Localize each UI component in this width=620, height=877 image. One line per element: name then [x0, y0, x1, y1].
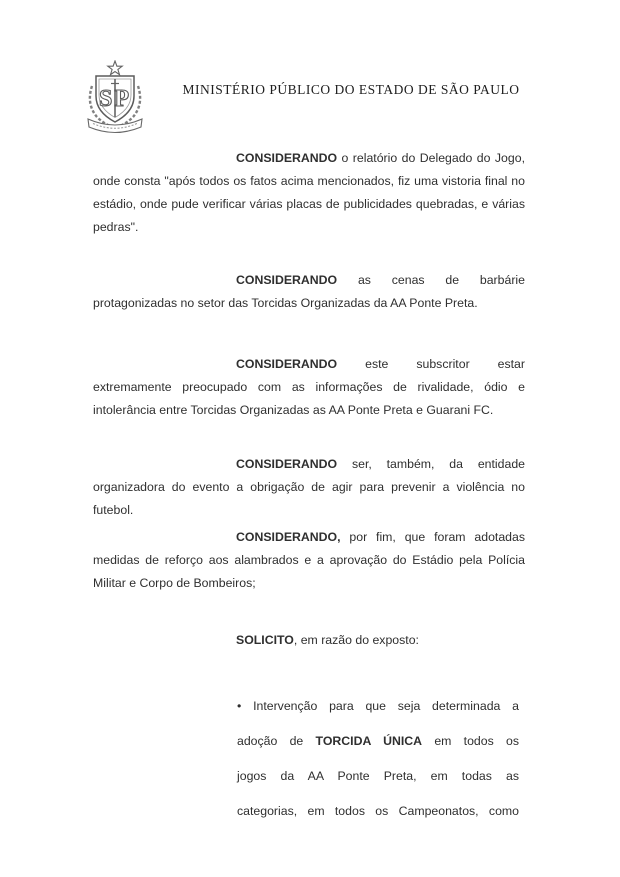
text-segment: o relatório do Delegado do Jogo, — [337, 151, 525, 165]
text-line — [237, 724, 519, 759]
bold-text-segment: CONSIDERANDO — [236, 357, 338, 371]
letterhead-title-area — [152, 60, 525, 98]
text-segment: extremamente preocupado com as informações de rivalidade, ódio e — [93, 380, 525, 394]
paragraph-solicito — [93, 629, 525, 652]
text-segment: Intervenção para que seja determinada a — [241, 699, 519, 713]
text-segment: ser, também, da entidade — [337, 457, 525, 471]
text-line — [93, 353, 525, 376]
bold-text-segment: CONSIDERANDO, — [236, 530, 341, 544]
paragraph-considerando-4 — [93, 453, 525, 522]
letterhead — [93, 60, 525, 138]
text-line — [93, 499, 525, 522]
text-line — [93, 572, 525, 595]
logo-monogram: SP — [98, 86, 132, 112]
text-line — [93, 147, 525, 170]
text-segment: as cenas de barbárie — [337, 273, 525, 287]
bold-text-segment: TORCIDA ÚNICA — [315, 734, 423, 748]
text-line — [93, 376, 525, 399]
text-segment: , em razão do exposto: — [293, 633, 419, 647]
bold-text-segment: CONSIDERANDO — [236, 273, 338, 287]
text-line — [93, 269, 525, 292]
text-segment: onde consta "após todos os fatos acima mencionados, fiz uma vistoria final no — [93, 174, 525, 188]
text-segment: categorias, em todos os Campeonatos, como — [237, 804, 519, 818]
bullet-marker: • — [237, 699, 242, 713]
text-line — [93, 549, 525, 572]
text-line — [237, 689, 519, 724]
paragraph-considerando-2 — [93, 269, 525, 315]
text-segment: este subscritor estar — [337, 357, 525, 371]
text-segment: medidas de reforço aos alambrados e a aprovação do Estádio pela Polícia — [93, 553, 525, 567]
text-segment: intolerância entre Torcidas Organizadas as AA Ponte Preta e Guarani FC. — [93, 403, 494, 417]
text-line — [93, 399, 525, 422]
text-line — [237, 794, 519, 829]
paragraph-bullet-intervencao — [237, 689, 519, 829]
text-segment: jogos da AA Ponte Preta, em todas as — [237, 769, 519, 783]
text-line — [93, 216, 525, 239]
letterhead-title: MINISTÉRIO PÚBLICO DO ESTADO DE SÃO PAULO — [182, 82, 520, 97]
star-icon — [108, 61, 122, 75]
text-segment: em todos os — [422, 734, 519, 748]
text-line — [93, 526, 525, 549]
text-segment: pedras". — [93, 220, 139, 234]
text-segment: adoção de — [237, 734, 316, 748]
bold-text-segment: CONSIDERANDO — [236, 151, 338, 165]
text-segment: organizadora do evento a obrigação de agir para prevenir a violência no — [93, 480, 525, 494]
text-line — [93, 193, 525, 216]
text-line — [93, 292, 525, 315]
text-line — [93, 453, 525, 476]
text-segment: protagonizadas no setor das Torcidas Organizadas da AA Ponte Preta. — [93, 296, 478, 310]
text-segment: Militar e Corpo de Bombeiros; — [93, 576, 256, 590]
document-body — [93, 147, 525, 829]
sao-paulo-coat-of-arms-icon — [78, 60, 152, 138]
text-segment: estádio, onde pude verificar várias placas de publicidades quebradas, e várias — [93, 197, 525, 211]
text-line — [237, 759, 519, 794]
paragraph-considerando-5 — [93, 526, 525, 595]
text-segment: futebol. — [93, 503, 134, 517]
text-line — [93, 629, 525, 652]
paragraph-considerando-3 — [93, 353, 525, 422]
text-line — [93, 476, 525, 499]
bold-text-segment: SOLICITO — [236, 633, 294, 647]
text-segment: por fim, que foram adotadas — [340, 530, 525, 544]
paragraph-considerando-1 — [93, 147, 525, 239]
text-line — [93, 170, 525, 193]
bold-text-segment: CONSIDERANDO — [236, 457, 338, 471]
